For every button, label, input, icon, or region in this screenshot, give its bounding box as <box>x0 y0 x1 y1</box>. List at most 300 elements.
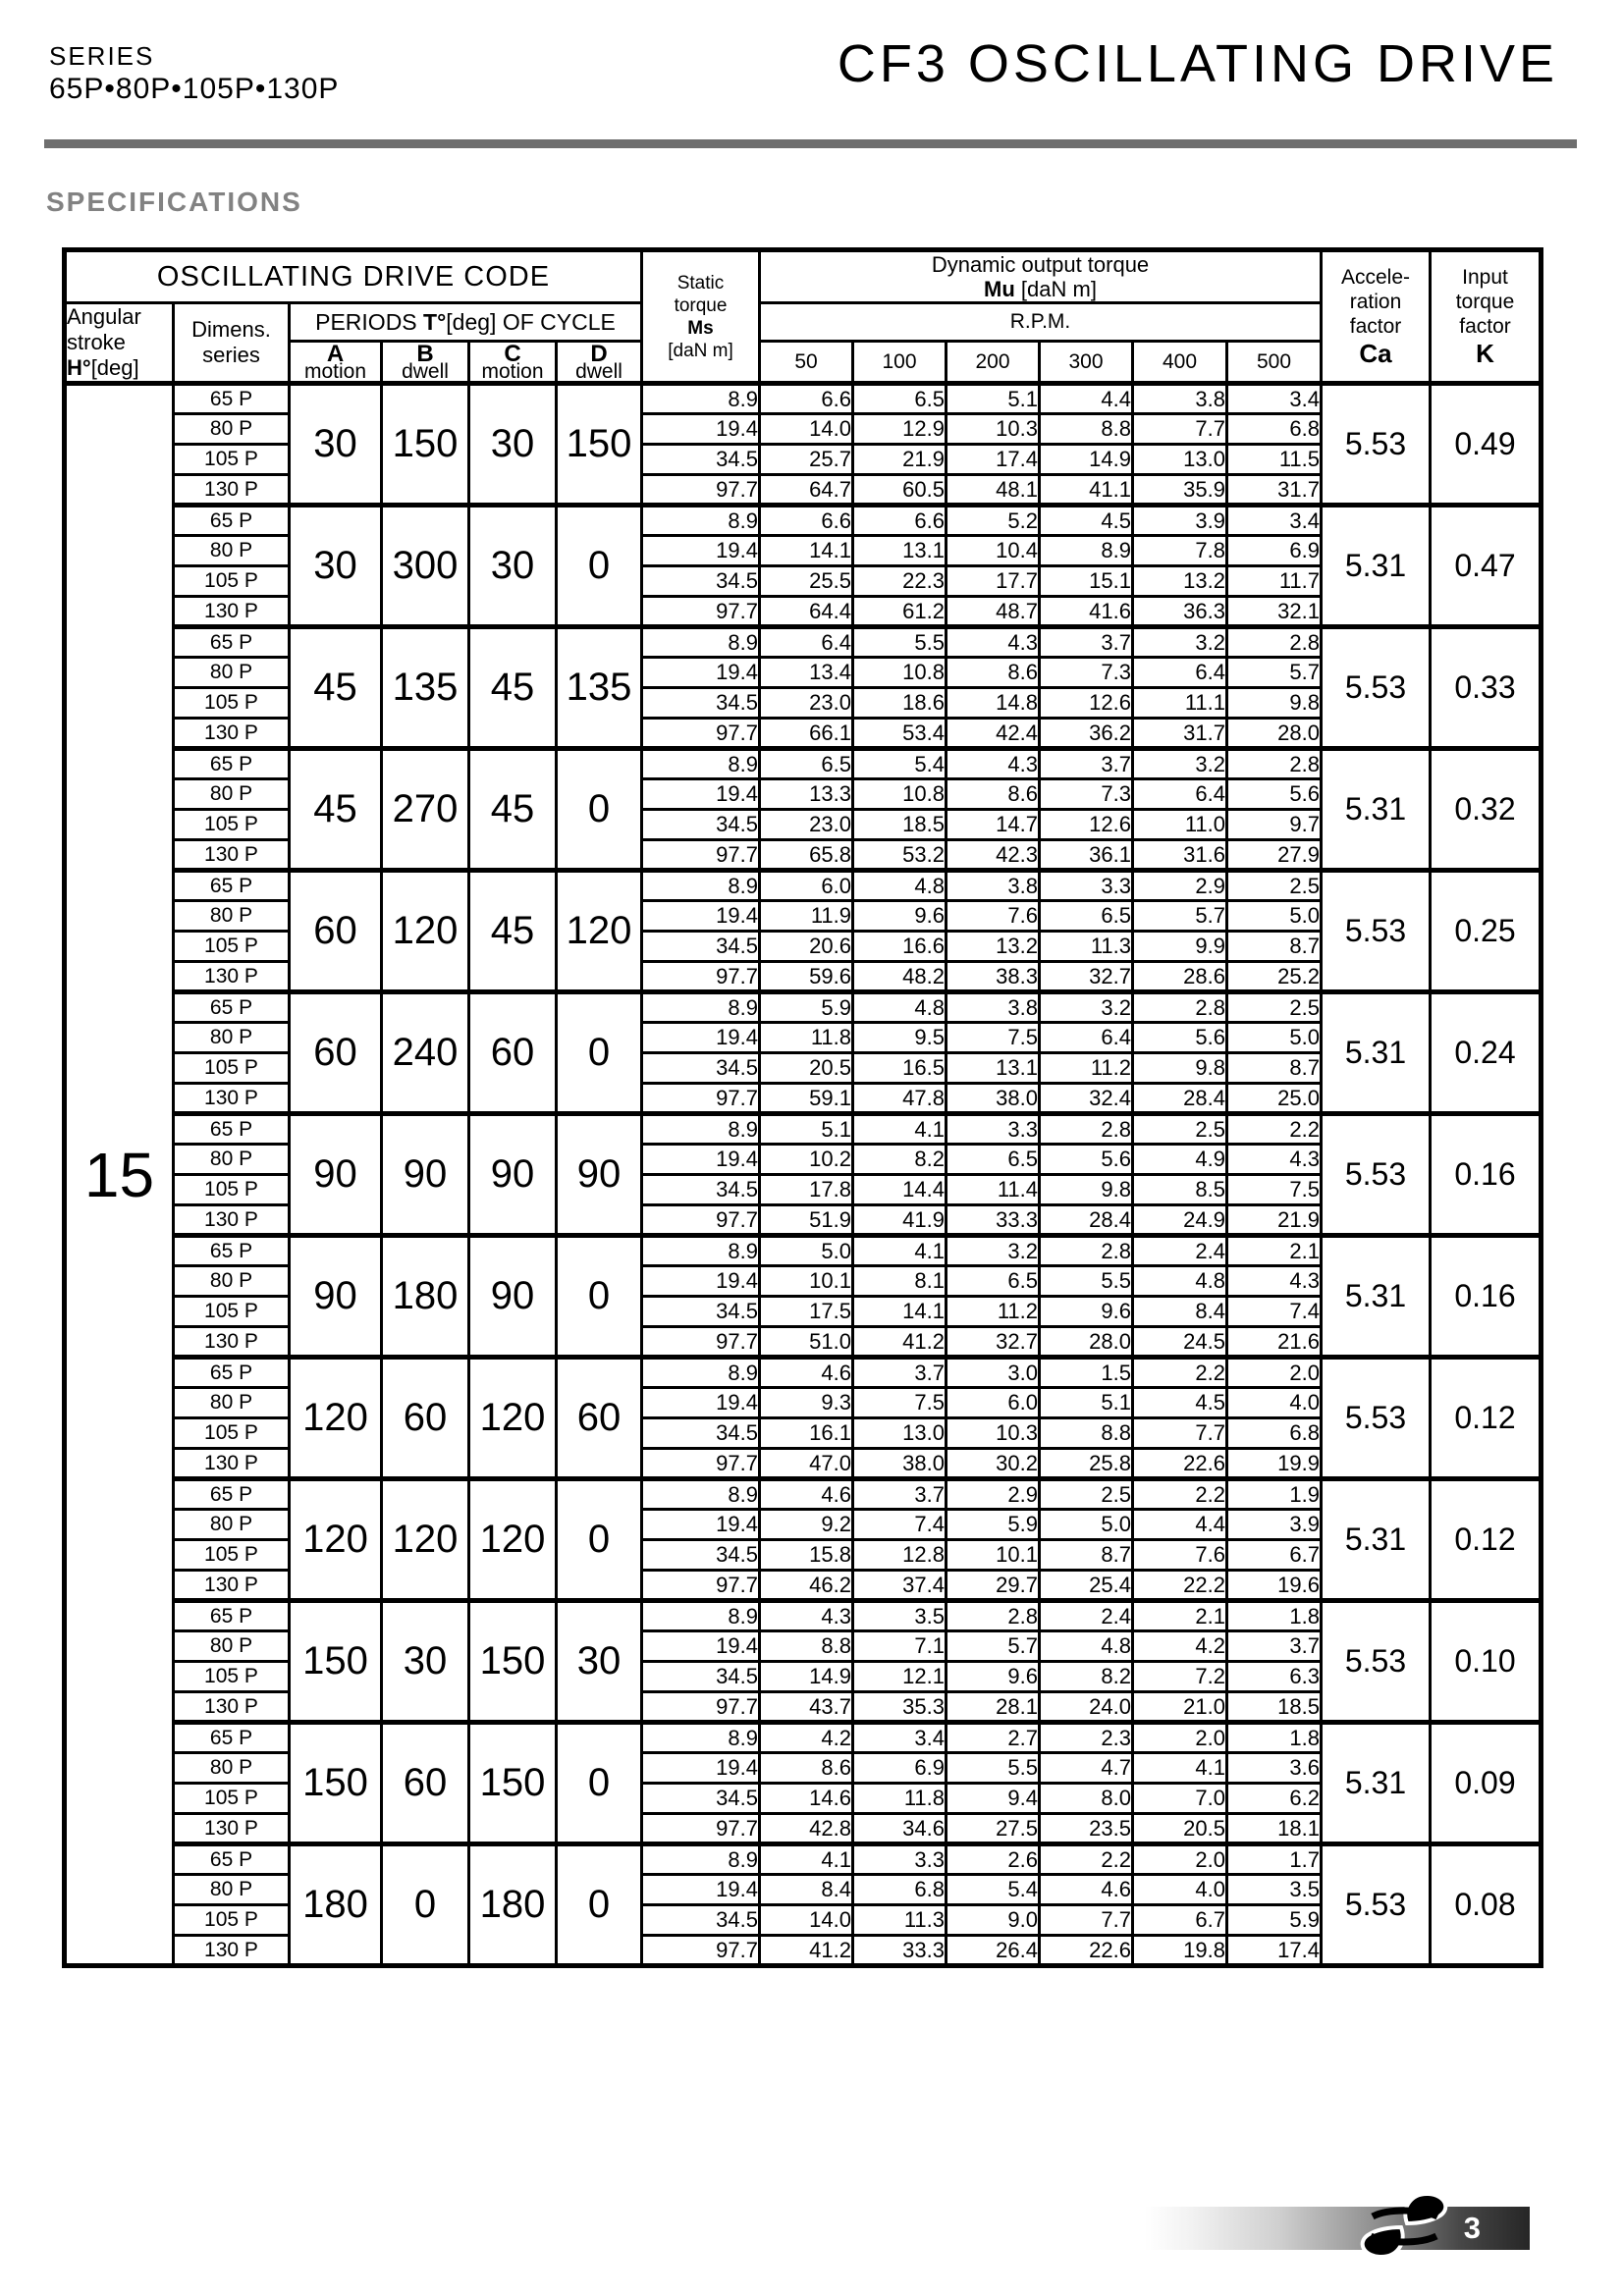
dynamic-torque-rpm200: 6.5 <box>947 1266 1040 1297</box>
label-line <box>761 277 1320 301</box>
dynamic-torque-rpm500: 25.0 <box>1227 1084 1322 1114</box>
static-torque-value: 97.7 <box>642 840 760 871</box>
dynamic-torque-rpm50: 8.8 <box>760 1631 853 1662</box>
dynamic-torque-rpm500: 17.4 <box>1227 1936 1322 1966</box>
dynamic-torque-rpm50: 8.4 <box>760 1875 853 1905</box>
acceleration-factor-value: 5.31 <box>1322 749 1431 871</box>
input-torque-factor-value: 0.10 <box>1431 1601 1542 1723</box>
label-line: factor <box>1349 315 1402 338</box>
dimens-series-cell: 130 P <box>174 719 290 749</box>
dynamic-torque-rpm200: 6.5 <box>947 1145 1040 1175</box>
period-type: motion <box>481 359 544 383</box>
dynamic-torque-rpm400: 3.8 <box>1133 384 1227 414</box>
dynamic-torque-rpm50: 13.3 <box>760 779 853 810</box>
dynamic-torque-rpm100: 8.1 <box>853 1266 947 1297</box>
spec-row <box>65 475 1542 506</box>
dynamic-torque-rpm500: 3.9 <box>1227 1510 1322 1540</box>
acceleration-factor-value: 5.53 <box>1322 1114 1431 1236</box>
dynamic-torque-rpm300: 5.0 <box>1040 1510 1133 1540</box>
dynamic-torque-rpm300: 8.7 <box>1040 1540 1133 1571</box>
dynamic-torque-rpm200: 8.6 <box>947 779 1040 810</box>
dynamic-torque-rpm500: 21.9 <box>1227 1205 1322 1236</box>
static-torque-value: 97.7 <box>642 962 760 992</box>
dynamic-torque-rpm200: 27.5 <box>947 1814 1040 1844</box>
dynamic-torque-rpm300: 2.8 <box>1040 1236 1133 1266</box>
static-torque-value: 8.9 <box>642 506 760 536</box>
static-torque-value: 8.9 <box>642 992 760 1023</box>
static-torque-value: 34.5 <box>642 1297 760 1327</box>
acceleration-factor-value: 5.31 <box>1322 1236 1431 1358</box>
dynamic-torque-rpm50: 11.9 <box>760 901 853 932</box>
static-torque-value: 34.5 <box>642 1175 760 1205</box>
dynamic-torque-rpm200: 42.3 <box>947 840 1040 871</box>
rpm-column-200: 200 <box>947 342 1040 384</box>
dynamic-torque-rpm400: 2.0 <box>1133 1723 1227 1753</box>
acceleration-factor-value: 5.31 <box>1322 1723 1431 1844</box>
dynamic-torque-rpm300: 36.1 <box>1040 840 1133 871</box>
dynamic-torque-rpm200: 48.7 <box>947 597 1040 627</box>
dynamic-torque-rpm200: 10.1 <box>947 1540 1040 1571</box>
input-torque-factor-value: 0.09 <box>1431 1723 1542 1844</box>
dynamic-torque-rpm300: 3.3 <box>1040 871 1133 901</box>
spec-row <box>65 749 1542 779</box>
dynamic-torque-rpm400: 2.9 <box>1133 871 1227 901</box>
dynamic-torque-rpm200: 5.2 <box>947 506 1040 536</box>
label-line: Dimens. <box>191 317 271 342</box>
dynamic-torque-rpm200: 17.7 <box>947 566 1040 597</box>
static-torque-value: 19.4 <box>642 1753 760 1784</box>
dynamic-torque-rpm500: 6.9 <box>1227 536 1322 566</box>
dynamic-torque-rpm300: 28.0 <box>1040 1327 1133 1358</box>
static-torque-value: 8.9 <box>642 384 760 414</box>
dynamic-torque-rpm200: 7.5 <box>947 1023 1040 1053</box>
dynamic-torque-rpm50: 66.1 <box>760 719 853 749</box>
period-c-value: 90 <box>469 1236 557 1358</box>
dimens-series-cell: 105 P <box>174 1540 290 1571</box>
dynamic-torque-rpm200: 2.8 <box>947 1601 1040 1631</box>
dynamic-torque-rpm100: 18.6 <box>853 688 947 719</box>
static-torque-value: 97.7 <box>642 719 760 749</box>
dimens-series-cell: 130 P <box>174 1084 290 1114</box>
dimens-series-cell: 130 P <box>174 1936 290 1966</box>
dynamic-torque-rpm400: 2.5 <box>1133 1114 1227 1145</box>
dynamic-torque-rpm400: 4.1 <box>1133 1753 1227 1784</box>
input-torque-factor-value: 0.16 <box>1431 1114 1542 1236</box>
dynamic-torque-rpm100: 13.0 <box>853 1418 947 1449</box>
static-torque-value: 34.5 <box>642 1053 760 1084</box>
dynamic-torque-rpm500: 5.6 <box>1227 779 1322 810</box>
dynamic-torque-rpm50: 4.6 <box>760 1358 853 1388</box>
period-b-value: 120 <box>382 1479 469 1601</box>
dimens-series-cell: 105 P <box>174 1905 290 1936</box>
dynamic-torque-rpm100: 6.5 <box>853 384 947 414</box>
period-d-value: 60 <box>557 1358 642 1479</box>
dimens-series-cell: 80 P <box>174 536 290 566</box>
dimens-series-cell: 105 P <box>174 1662 290 1692</box>
period-d-header <box>557 342 642 384</box>
static-torque-value: 19.4 <box>642 1023 760 1053</box>
dynamic-torque-rpm200: 28.1 <box>947 1692 1040 1723</box>
dimens-series-header <box>174 303 290 384</box>
spec-row <box>65 779 1542 810</box>
dynamic-torque-rpm50: 64.4 <box>760 597 853 627</box>
dynamic-torque-rpm300: 4.5 <box>1040 506 1133 536</box>
period-c-value: 120 <box>469 1358 557 1479</box>
dynamic-torque-rpm500: 2.1 <box>1227 1236 1322 1266</box>
dynamic-torque-rpm200: 4.3 <box>947 627 1040 658</box>
dynamic-torque-rpm50: 17.8 <box>760 1175 853 1205</box>
dynamic-torque-rpm100: 10.8 <box>853 779 947 810</box>
static-torque-value: 8.9 <box>642 1601 760 1631</box>
dynamic-torque-rpm300: 24.0 <box>1040 1692 1133 1723</box>
dynamic-torque-rpm300: 2.2 <box>1040 1844 1133 1875</box>
acceleration-factor-header <box>1322 250 1431 384</box>
period-d-value: 120 <box>557 871 642 992</box>
dynamic-torque-rpm300: 11.3 <box>1040 932 1133 962</box>
dynamic-torque-rpm500: 3.4 <box>1227 384 1322 414</box>
static-torque-value: 97.7 <box>642 1936 760 1966</box>
input-torque-factor-value: 0.12 <box>1431 1358 1542 1479</box>
period-b-value: 0 <box>382 1844 469 1966</box>
dynamic-torque-rpm300: 7.3 <box>1040 658 1133 688</box>
input-torque-factor-value: 0.08 <box>1431 1844 1542 1966</box>
acceleration-factor-value: 5.31 <box>1322 992 1431 1114</box>
dynamic-torque-rpm500: 6.3 <box>1227 1662 1322 1692</box>
static-torque-value: 34.5 <box>642 566 760 597</box>
dynamic-torque-rpm200: 5.5 <box>947 1753 1040 1784</box>
dynamic-torque-rpm300: 12.6 <box>1040 810 1133 840</box>
spec-row <box>65 414 1542 445</box>
dynamic-torque-rpm500: 2.5 <box>1227 871 1322 901</box>
static-torque-value: 19.4 <box>642 1145 760 1175</box>
spec-row <box>65 1205 1542 1236</box>
acceleration-factor-value: 5.31 <box>1322 1479 1431 1601</box>
dynamic-torque-rpm400: 3.2 <box>1133 627 1227 658</box>
dimens-series-cell: 130 P <box>174 1692 290 1723</box>
spec-row <box>65 1266 1542 1297</box>
dynamic-torque-rpm100: 6.9 <box>853 1753 947 1784</box>
label-line <box>67 355 172 381</box>
dimens-series-cell: 80 P <box>174 1266 290 1297</box>
dynamic-torque-rpm500: 8.7 <box>1227 1053 1322 1084</box>
dynamic-torque-rpm50: 65.8 <box>760 840 853 871</box>
period-a-header <box>290 342 382 384</box>
dynamic-torque-rpm400: 4.8 <box>1133 1266 1227 1297</box>
footer-bar <box>1145 2207 1530 2250</box>
period-a-value: 45 <box>290 627 382 749</box>
dynamic-torque-rpm500: 7.4 <box>1227 1297 1322 1327</box>
dimens-series-cell: 80 P <box>174 1631 290 1662</box>
spec-row <box>65 627 1542 658</box>
static-torque-value: 8.9 <box>642 1479 760 1510</box>
dynamic-torque-rpm100: 10.8 <box>853 658 947 688</box>
series-models: 65P•80P•105P•130P <box>49 73 340 105</box>
dimens-series-cell: 65 P <box>174 749 290 779</box>
dynamic-torque-rpm300: 1.5 <box>1040 1358 1133 1388</box>
period-c-value: 180 <box>469 1844 557 1966</box>
dynamic-torque-rpm400: 7.6 <box>1133 1540 1227 1571</box>
dynamic-torque-rpm300: 25.4 <box>1040 1571 1133 1601</box>
dynamic-torque-rpm400: 13.2 <box>1133 566 1227 597</box>
dynamic-torque-rpm50: 5.9 <box>760 992 853 1023</box>
dimens-series-cell: 65 P <box>174 1844 290 1875</box>
spec-row <box>65 1236 1542 1266</box>
dynamic-torque-rpm50: 25.5 <box>760 566 853 597</box>
spec-row <box>65 384 1542 414</box>
dimens-series-cell: 130 P <box>174 1205 290 1236</box>
title-divider <box>44 139 1577 148</box>
dynamic-torque-rpm50: 6.6 <box>760 384 853 414</box>
label-line: [deg] OF CYCLE <box>446 308 616 335</box>
dimens-series-cell: 80 P <box>174 414 290 445</box>
spec-row <box>65 840 1542 871</box>
dynamic-torque-rpm200: 7.6 <box>947 901 1040 932</box>
dimens-series-cell: 80 P <box>174 1510 290 1540</box>
dynamic-torque-rpm50: 51.0 <box>760 1327 853 1358</box>
dimens-series-cell: 130 P <box>174 1327 290 1358</box>
acceleration-factor-value: 5.53 <box>1322 1358 1431 1479</box>
dynamic-torque-rpm500: 3.5 <box>1227 1875 1322 1905</box>
dynamic-torque-rpm300: 3.7 <box>1040 627 1133 658</box>
spec-row <box>65 566 1542 597</box>
dynamic-torque-rpm500: 1.8 <box>1227 1723 1322 1753</box>
dynamic-torque-rpm400: 4.0 <box>1133 1875 1227 1905</box>
spec-row <box>65 1723 1542 1753</box>
dynamic-torque-rpm500: 9.8 <box>1227 688 1322 719</box>
dynamic-torque-rpm500: 9.7 <box>1227 810 1322 840</box>
acceleration-factor-value: 5.53 <box>1322 627 1431 749</box>
period-c-value: 45 <box>469 871 557 992</box>
label-line: Static <box>676 272 725 294</box>
dynamic-output-torque-header <box>760 250 1322 303</box>
label-line: Angular <box>67 304 141 329</box>
spec-row <box>65 1297 1542 1327</box>
dynamic-torque-rpm500: 5.0 <box>1227 901 1322 932</box>
dynamic-torque-rpm300: 8.2 <box>1040 1662 1133 1692</box>
period-c-value: 30 <box>469 506 557 627</box>
dimens-series-cell: 130 P <box>174 597 290 627</box>
dynamic-torque-rpm300: 6.5 <box>1040 901 1133 932</box>
dynamic-torque-rpm200: 11.4 <box>947 1175 1040 1205</box>
dynamic-torque-rpm500: 11.5 <box>1227 445 1322 475</box>
dynamic-torque-rpm100: 7.1 <box>853 1631 947 1662</box>
dynamic-torque-rpm50: 42.8 <box>760 1814 853 1844</box>
dynamic-torque-rpm200: 3.8 <box>947 992 1040 1023</box>
static-torque-value: 19.4 <box>642 1875 760 1905</box>
dynamic-torque-rpm200: 2.7 <box>947 1723 1040 1753</box>
period-a-value: 45 <box>290 749 382 871</box>
dynamic-torque-rpm400: 9.8 <box>1133 1053 1227 1084</box>
static-torque-symbol: Ms <box>687 317 714 339</box>
dynamic-torque-rpm50: 59.6 <box>760 962 853 992</box>
dimens-series-cell: 65 P <box>174 506 290 536</box>
label-line: stroke <box>67 330 126 354</box>
static-torque-value: 34.5 <box>642 810 760 840</box>
dynamic-torque-rpm400: 2.4 <box>1133 1236 1227 1266</box>
dimens-series-cell: 105 P <box>174 1175 290 1205</box>
dynamic-torque-rpm50: 5.1 <box>760 1114 853 1145</box>
dynamic-torque-rpm50: 14.0 <box>760 1905 853 1936</box>
dynamic-torque-rpm50: 5.0 <box>760 1236 853 1266</box>
spec-row <box>65 1631 1542 1662</box>
dynamic-torque-rpm200: 10.3 <box>947 414 1040 445</box>
dynamic-torque-rpm400: 2.8 <box>1133 992 1227 1023</box>
dynamic-torque-rpm200: 10.4 <box>947 536 1040 566</box>
dynamic-torque-rpm50: 4.6 <box>760 1479 853 1510</box>
static-torque-header <box>642 250 760 384</box>
dynamic-torque-rpm400: 31.6 <box>1133 840 1227 871</box>
dimens-series-cell: 65 P <box>174 1114 290 1145</box>
dynamic-torque-rpm50: 6.0 <box>760 871 853 901</box>
dynamic-torque-rpm400: 4.9 <box>1133 1145 1227 1175</box>
spec-row <box>65 1388 1542 1418</box>
dynamic-torque-rpm400: 5.6 <box>1133 1023 1227 1053</box>
dynamic-torque-rpm500: 21.6 <box>1227 1327 1322 1358</box>
dynamic-torque-unit: [daN m] <box>1014 277 1097 301</box>
period-c-value: 120 <box>469 1479 557 1601</box>
dynamic-torque-rpm400: 7.2 <box>1133 1662 1227 1692</box>
dynamic-torque-rpm100: 41.2 <box>853 1327 947 1358</box>
spec-row <box>65 871 1542 901</box>
dynamic-torque-rpm200: 2.9 <box>947 1479 1040 1510</box>
dynamic-torque-rpm50: 15.8 <box>760 1540 853 1571</box>
static-torque-value: 34.5 <box>642 1540 760 1571</box>
dynamic-torque-rpm50: 59.1 <box>760 1084 853 1114</box>
dimens-series-cell: 80 P <box>174 901 290 932</box>
dynamic-torque-rpm500: 27.9 <box>1227 840 1322 871</box>
period-b-value: 300 <box>382 506 469 627</box>
input-torque-factor-value: 0.47 <box>1431 506 1542 627</box>
dynamic-torque-rpm400: 2.2 <box>1133 1358 1227 1388</box>
dynamic-torque-rpm100: 18.5 <box>853 810 947 840</box>
acceleration-factor-value: 5.53 <box>1322 384 1431 506</box>
static-torque-value: 8.9 <box>642 1236 760 1266</box>
dynamic-torque-rpm400: 28.6 <box>1133 962 1227 992</box>
dynamic-torque-rpm500: 18.1 <box>1227 1814 1322 1844</box>
period-code: D <box>590 340 608 367</box>
dynamic-torque-rpm50: 43.7 <box>760 1692 853 1723</box>
dynamic-torque-rpm400: 3.2 <box>1133 749 1227 779</box>
dynamic-torque-rpm50: 9.3 <box>760 1388 853 1418</box>
dynamic-torque-rpm300: 32.4 <box>1040 1084 1133 1114</box>
period-a-value: 150 <box>290 1601 382 1723</box>
period-a-value: 120 <box>290 1479 382 1601</box>
dimens-series-cell: 130 P <box>174 840 290 871</box>
dimens-series-cell: 65 P <box>174 1601 290 1631</box>
dynamic-torque-rpm500: 4.3 <box>1227 1145 1322 1175</box>
static-torque-value: 34.5 <box>642 1905 760 1936</box>
static-torque-value: 8.9 <box>642 1358 760 1388</box>
spec-row <box>65 1662 1542 1692</box>
dynamic-torque-rpm500: 11.7 <box>1227 566 1322 597</box>
dimens-series-cell: 105 P <box>174 688 290 719</box>
dynamic-torque-rpm200: 5.1 <box>947 384 1040 414</box>
page-title: CF3 OSCILLATING DRIVE <box>837 34 1558 93</box>
dynamic-torque-rpm100: 3.3 <box>853 1844 947 1875</box>
periods-header <box>290 303 642 342</box>
dimens-series-cell: 80 P <box>174 1388 290 1418</box>
dynamic-torque-rpm100: 22.3 <box>853 566 947 597</box>
static-torque-value: 19.4 <box>642 1631 760 1662</box>
period-b-value: 180 <box>382 1236 469 1358</box>
static-torque-value: 34.5 <box>642 445 760 475</box>
dimens-series-cell: 105 P <box>174 932 290 962</box>
input-torque-factor-value: 0.12 <box>1431 1479 1542 1601</box>
dynamic-torque-rpm400: 36.3 <box>1133 597 1227 627</box>
spec-row <box>65 1418 1542 1449</box>
period-type: dwell <box>402 359 449 383</box>
dynamic-torque-rpm200: 3.3 <box>947 1114 1040 1145</box>
dynamic-torque-rpm400: 8.4 <box>1133 1297 1227 1327</box>
dynamic-torque-rpm400: 7.7 <box>1133 1418 1227 1449</box>
dynamic-torque-rpm400: 24.5 <box>1133 1327 1227 1358</box>
dynamic-torque-rpm200: 33.3 <box>947 1205 1040 1236</box>
dynamic-torque-rpm100: 48.2 <box>853 962 947 992</box>
dynamic-torque-rpm200: 48.1 <box>947 475 1040 506</box>
dimens-series-cell: 65 P <box>174 1479 290 1510</box>
dimens-series-cell: 65 P <box>174 1358 290 1388</box>
dynamic-torque-rpm500: 6.8 <box>1227 414 1322 445</box>
period-a-value: 180 <box>290 1844 382 1966</box>
dimens-series-cell: 130 P <box>174 1814 290 1844</box>
series-label: SERIES <box>49 41 155 71</box>
dimens-series-cell: 130 P <box>174 1449 290 1479</box>
period-d-value: 0 <box>557 749 642 871</box>
dynamic-torque-rpm200: 30.2 <box>947 1449 1040 1479</box>
dynamic-torque-rpm300: 28.4 <box>1040 1205 1133 1236</box>
section-title: SPECIFICATIONS <box>46 187 302 217</box>
period-c-value: 45 <box>469 627 557 749</box>
dynamic-torque-rpm400: 13.0 <box>1133 445 1227 475</box>
dynamic-torque-rpm100: 5.5 <box>853 627 947 658</box>
dynamic-torque-rpm100: 7.4 <box>853 1510 947 1540</box>
dimens-series-cell: 65 P <box>174 627 290 658</box>
acceleration-factor-symbol: Ca <box>1359 339 1392 368</box>
period-d-value: 0 <box>557 1236 642 1358</box>
dynamic-torque-rpm300: 36.2 <box>1040 719 1133 749</box>
static-torque-value: 97.7 <box>642 1571 760 1601</box>
dimens-series-cell: 105 P <box>174 445 290 475</box>
dimens-series-cell: 80 P <box>174 1753 290 1784</box>
dynamic-torque-rpm50: 9.2 <box>760 1510 853 1540</box>
dynamic-torque-rpm200: 9.4 <box>947 1784 1040 1814</box>
period-d-value: 150 <box>557 384 642 506</box>
dynamic-torque-rpm400: 22.2 <box>1133 1571 1227 1601</box>
dynamic-torque-rpm500: 6.7 <box>1227 1540 1322 1571</box>
dynamic-torque-rpm500: 18.5 <box>1227 1692 1322 1723</box>
dynamic-torque-rpm50: 6.6 <box>760 506 853 536</box>
period-b-value: 60 <box>382 1358 469 1479</box>
dynamic-torque-rpm300: 7.3 <box>1040 779 1133 810</box>
dynamic-torque-rpm500: 28.0 <box>1227 719 1322 749</box>
dimens-series-cell: 65 P <box>174 871 290 901</box>
dynamic-torque-rpm300: 5.1 <box>1040 1388 1133 1418</box>
static-torque-value: 19.4 <box>642 901 760 932</box>
dynamic-torque-rpm500: 8.7 <box>1227 932 1322 962</box>
dimens-series-cell: 105 P <box>174 1053 290 1084</box>
dynamic-torque-rpm100: 9.6 <box>853 901 947 932</box>
dynamic-torque-rpm500: 25.2 <box>1227 962 1322 992</box>
dynamic-torque-rpm100: 12.8 <box>853 1540 947 1571</box>
static-torque-value: 34.5 <box>642 1662 760 1692</box>
dynamic-torque-rpm400: 4.4 <box>1133 1510 1227 1540</box>
dimens-series-cell: 105 P <box>174 1297 290 1327</box>
dynamic-torque-rpm400: 2.0 <box>1133 1844 1227 1875</box>
static-torque-value: 97.7 <box>642 1449 760 1479</box>
dynamic-torque-rpm500: 2.2 <box>1227 1114 1322 1145</box>
dynamic-torque-rpm500: 2.0 <box>1227 1358 1322 1388</box>
dimens-series-cell: 130 P <box>174 475 290 506</box>
